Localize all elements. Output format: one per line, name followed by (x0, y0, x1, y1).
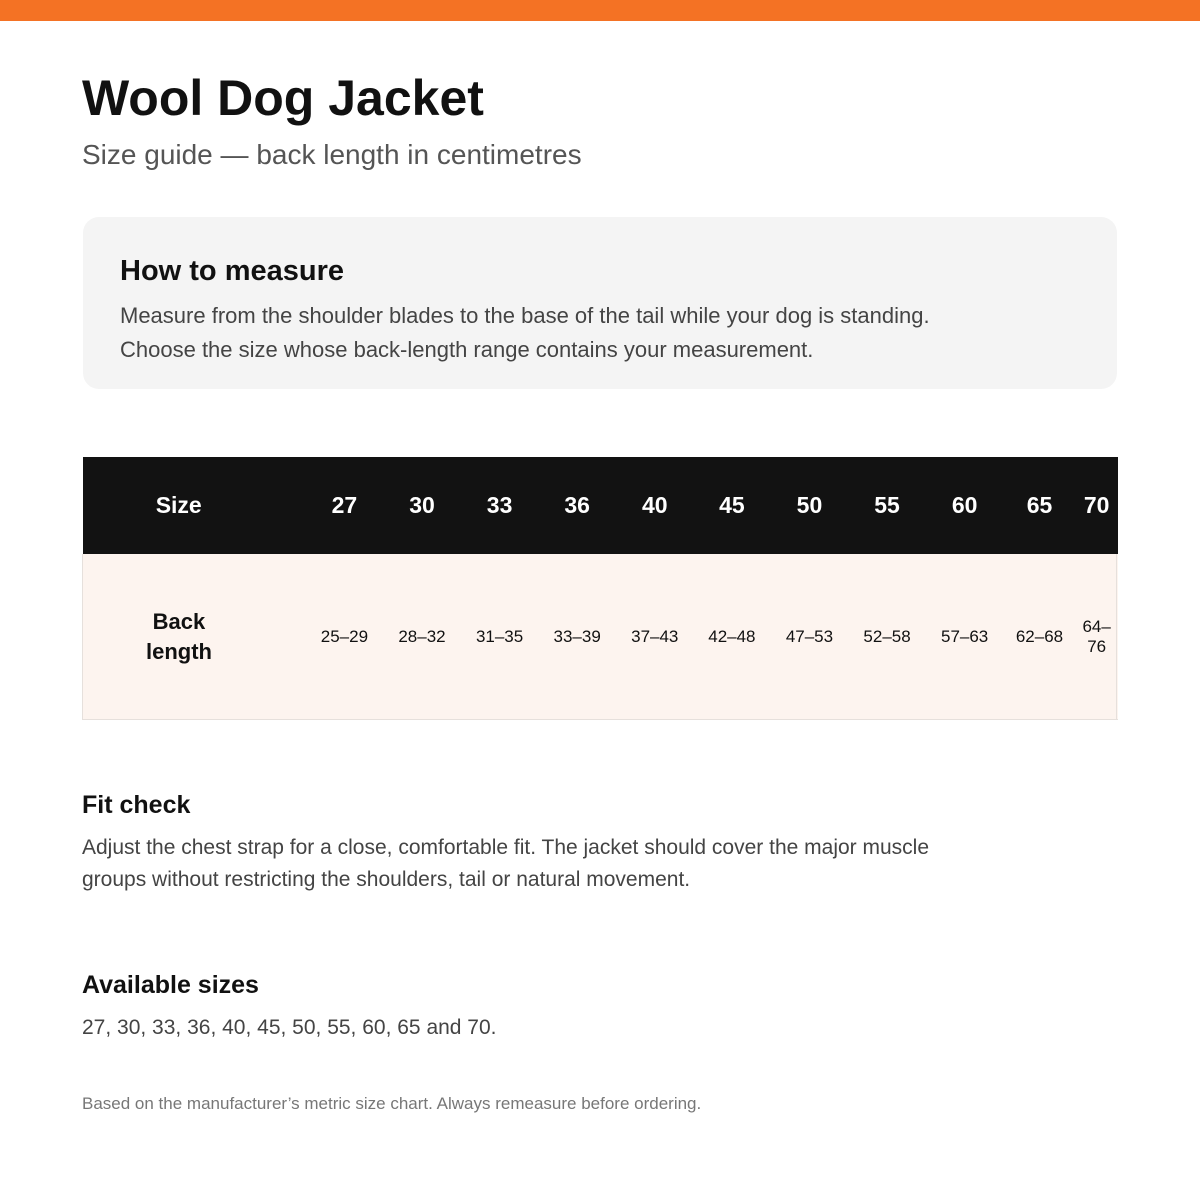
back-length-cell: 57–63 (926, 554, 1004, 720)
back-length-row-header (83, 554, 275, 720)
how-to-measure-heading: How to measure (120, 255, 344, 287)
how-to-measure-line: Choose the size whose back-length range contains your measurement. (120, 337, 814, 362)
back-length-cell: 62–68 (1004, 554, 1076, 720)
back-length-cell: 42–48 (693, 554, 770, 720)
size-cell: 33 (461, 457, 538, 554)
size-table-container (82, 457, 1118, 720)
page-subtitle: Size guide — back length in centimetres (82, 139, 582, 170)
back-length-cell: 25–29 (306, 554, 383, 720)
back-length-cell: 64–76 (1075, 554, 1118, 720)
size-cell: 40 (616, 457, 693, 554)
body-spacer (275, 554, 306, 720)
how-to-measure-line: Measure from the shoulder blades to the base of the tail while your dog is standing. (120, 303, 930, 328)
back-length-header-line: Back (152, 608, 206, 634)
size-cell: 50 (770, 457, 848, 554)
size-cell: 70 (1075, 457, 1118, 554)
header-spacer (275, 457, 306, 554)
size-cell: 60 (926, 457, 1004, 554)
size-cell: 55 (848, 457, 925, 554)
size-row (83, 457, 1119, 554)
back-length-cell: 31–35 (461, 554, 538, 720)
back-length-row (83, 554, 1119, 720)
page-title: Wool Dog Jacket (82, 70, 484, 126)
available-sizes-text: 27, 30, 33, 36, 40, 45, 50, 55, 60, 65 and 70. (82, 1016, 497, 1039)
fit-check-heading: Fit check (82, 791, 191, 819)
size-row-header: Size (83, 457, 275, 554)
size-cell: 45 (693, 457, 770, 554)
size-table (82, 457, 1118, 720)
available-sizes-heading: Available sizes (82, 971, 259, 999)
accent-top-bar (0, 0, 1200, 21)
size-cell: 30 (383, 457, 461, 554)
back-length-cell: 52–58 (848, 554, 925, 720)
back-length-cell: 28–32 (383, 554, 461, 720)
how-to-measure-box (83, 217, 1117, 389)
size-cell: 36 (538, 457, 616, 554)
back-length-header-line: length (145, 638, 212, 664)
back-length-cell: 47–53 (770, 554, 848, 720)
size-cell: 27 (306, 457, 383, 554)
table-border (1116, 554, 1117, 720)
size-cell: 65 (1004, 457, 1076, 554)
fit-check-text: Adjust the chest strap for a close, comfortable fit. The jacket should cover the major muscle groups without restricting the shoulders, tail or natural movement. (82, 836, 930, 891)
footnote: Based on the manufacturer’s metric size chart. Always remeasure before ordering. (82, 1094, 702, 1113)
back-length-cell: 37–43 (616, 554, 693, 720)
back-length-cell: 33–39 (538, 554, 616, 720)
